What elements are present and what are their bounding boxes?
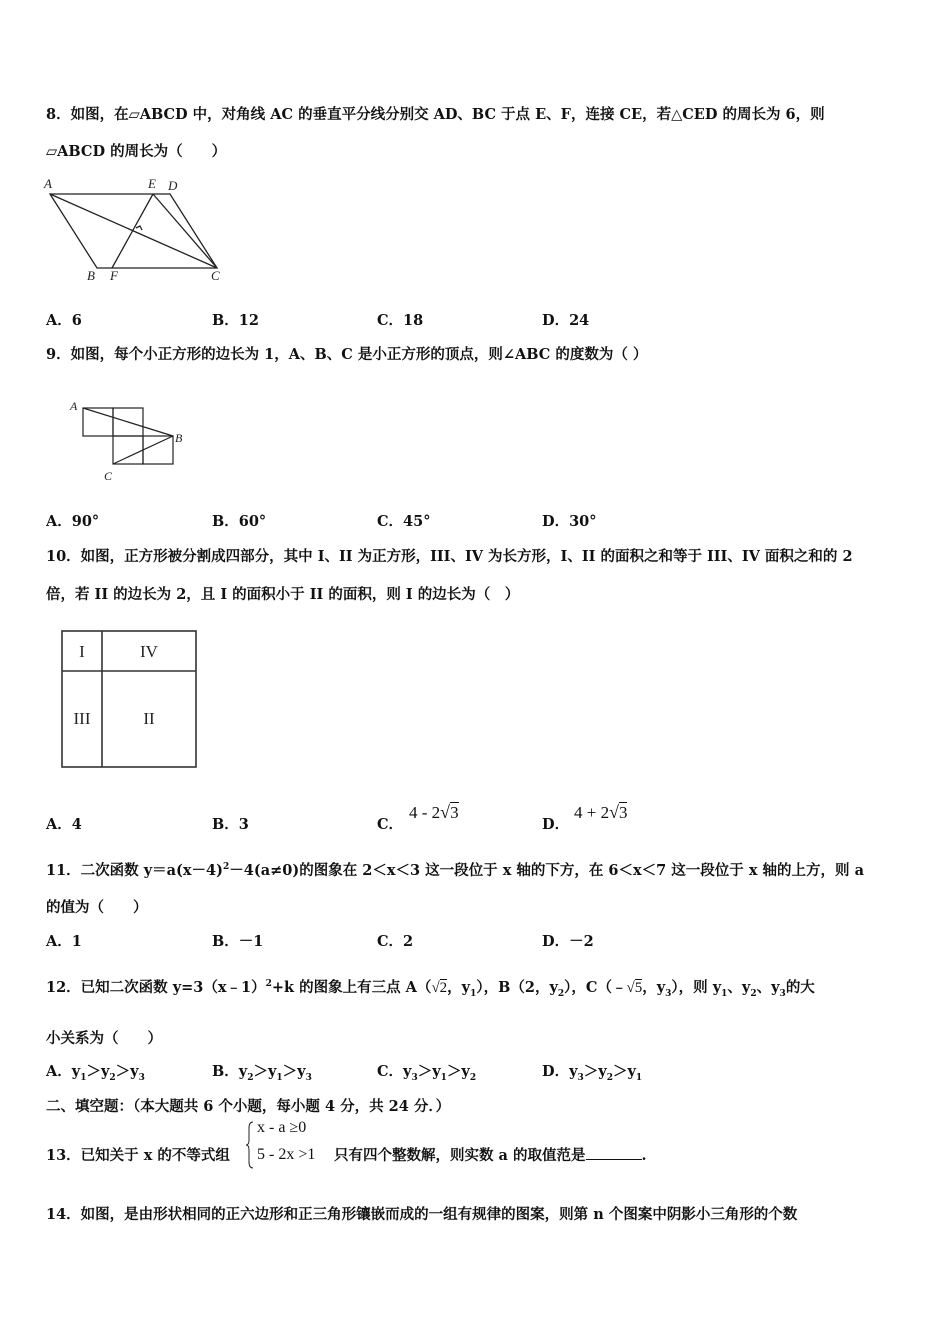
q14-line1: 14．如图，是由形状相同的正六边形和正三角形镶嵌而成的一组有规律的图案，则第 n 个图案中阴影小三角形的个数 bbox=[46, 1206, 798, 1223]
q12-option-d: D．$y_3>y_2>y_1$ bbox=[542, 1063, 643, 1083]
q8-line1: 8．如图，在▱ABCD 中，对角线 AC 的垂直平分线分别交 AD、BC 于点 E、F，连接 CE，若△CED 的周长为 6，则 bbox=[46, 106, 825, 123]
q11-option-c: C．2 bbox=[377, 933, 414, 950]
q8-line2: ▱ABCD 的周长为（ ） bbox=[46, 143, 227, 160]
q10-line1: 10．如图，正方形被分割成四部分，其中 I、II 为正方形，III、IV 为长方形，I、II 的面积之和等于 III、IV 面积之和的 2 bbox=[46, 548, 853, 565]
label-b: B bbox=[175, 431, 183, 445]
segment-ce bbox=[153, 194, 217, 268]
label-d: D bbox=[168, 178, 178, 193]
q13-inequality-2: 5 - 2x >1 bbox=[257, 1146, 316, 1163]
q10-option-a: A．4 bbox=[46, 816, 82, 833]
q11-line1: 11．二次函数 $y=a(x-4)^2-4(a\ne 0)$的图象在 2＜x＜3 这一段位于 x 轴的下方，在 6＜x＜7 这一段位于 x 轴的上方，则 a bbox=[46, 862, 864, 879]
q13-inequality-1: x - a ≥0 bbox=[257, 1119, 307, 1136]
q10-option-c-value: 4 - 2√3 bbox=[409, 802, 459, 822]
label-b: B bbox=[87, 268, 95, 283]
label-e: E bbox=[148, 176, 156, 191]
q13-answer-blank bbox=[586, 1147, 642, 1160]
q13-brace-icon bbox=[245, 1120, 255, 1170]
right-angle-mark bbox=[136, 226, 142, 230]
q13-pre: 13．已知关于 x 的不等式组 bbox=[46, 1147, 230, 1164]
q9-grid-figure bbox=[64, 394, 194, 486]
q9-option-d: D．30° bbox=[542, 513, 597, 530]
q11-option-d: D．－2 bbox=[542, 933, 594, 950]
q12-option-b: B．$y_2>y_1>y_3$ bbox=[212, 1063, 312, 1083]
q13-post: 只有四个整数解，则实数 a 的取值范是 . bbox=[334, 1147, 647, 1164]
q11-option-a: A．1 bbox=[46, 933, 82, 950]
q8-option-d: D．24 bbox=[542, 312, 590, 329]
label-f: F bbox=[110, 268, 118, 283]
q10-square-figure bbox=[58, 627, 203, 773]
label-a: A bbox=[70, 399, 78, 413]
q9-option-c: C．45° bbox=[377, 513, 431, 530]
segment-ef bbox=[112, 194, 153, 268]
q10-option-b: B．3 bbox=[212, 816, 249, 833]
q9-option-a: A．90° bbox=[46, 513, 100, 530]
region-ii: II bbox=[143, 709, 155, 728]
q8-option-b: B．12 bbox=[212, 312, 259, 329]
q8-option-c: C．18 bbox=[377, 312, 424, 329]
q12-line1: 12．已知二次函数 y=3（x﹣1）$^2$+k 的图象上有三点 A（√2，$y_1$），B（2，$y_2$），C（﹣√5，$y_3$），则 $y_1$、$y_2$、$y_3$的大 bbox=[46, 979, 815, 999]
q10-option-d-label: D． bbox=[542, 816, 570, 833]
q11-line2: 的值为（ ） bbox=[46, 899, 148, 916]
q10-option-c-label: C． bbox=[377, 816, 404, 833]
q8-option-a: A．6 bbox=[46, 312, 82, 329]
segment-ab bbox=[83, 408, 173, 436]
q9-line1: 9．如图，每个小正方形的边长为 1，A、B、C 是小正方形的顶点，则∠ABC 的度数为（ ） bbox=[46, 346, 648, 363]
q8-parallelogram-figure bbox=[40, 174, 230, 284]
label-a: A bbox=[44, 176, 52, 191]
region-iv: IV bbox=[140, 642, 158, 661]
section-2-heading: 二、填空题：（本大题共 6 个小题，每小题 4 分，共 24 分．） bbox=[46, 1098, 451, 1115]
q10-option-d-value: 4 + 2√3 bbox=[574, 802, 628, 822]
q9-option-b: B．60° bbox=[212, 513, 267, 530]
label-c: C bbox=[211, 268, 220, 283]
q10-line2: 倍，若 II 的边长为 2，且 I 的面积小于 II 的面积，则 I 的边长为（ ） bbox=[46, 586, 520, 603]
region-iii: III bbox=[73, 709, 91, 728]
q12-line2: 小关系为（ ） bbox=[46, 1030, 162, 1047]
diagonal-ac bbox=[50, 194, 217, 268]
q12-option-a: A．$y_1>y_2>y_3$ bbox=[46, 1063, 145, 1083]
label-c: C bbox=[104, 469, 113, 483]
q11-option-b: B．－1 bbox=[212, 933, 264, 950]
region-i: I bbox=[79, 642, 85, 661]
q12-option-c: C．$y_3>y_1>y_2$ bbox=[377, 1063, 477, 1083]
